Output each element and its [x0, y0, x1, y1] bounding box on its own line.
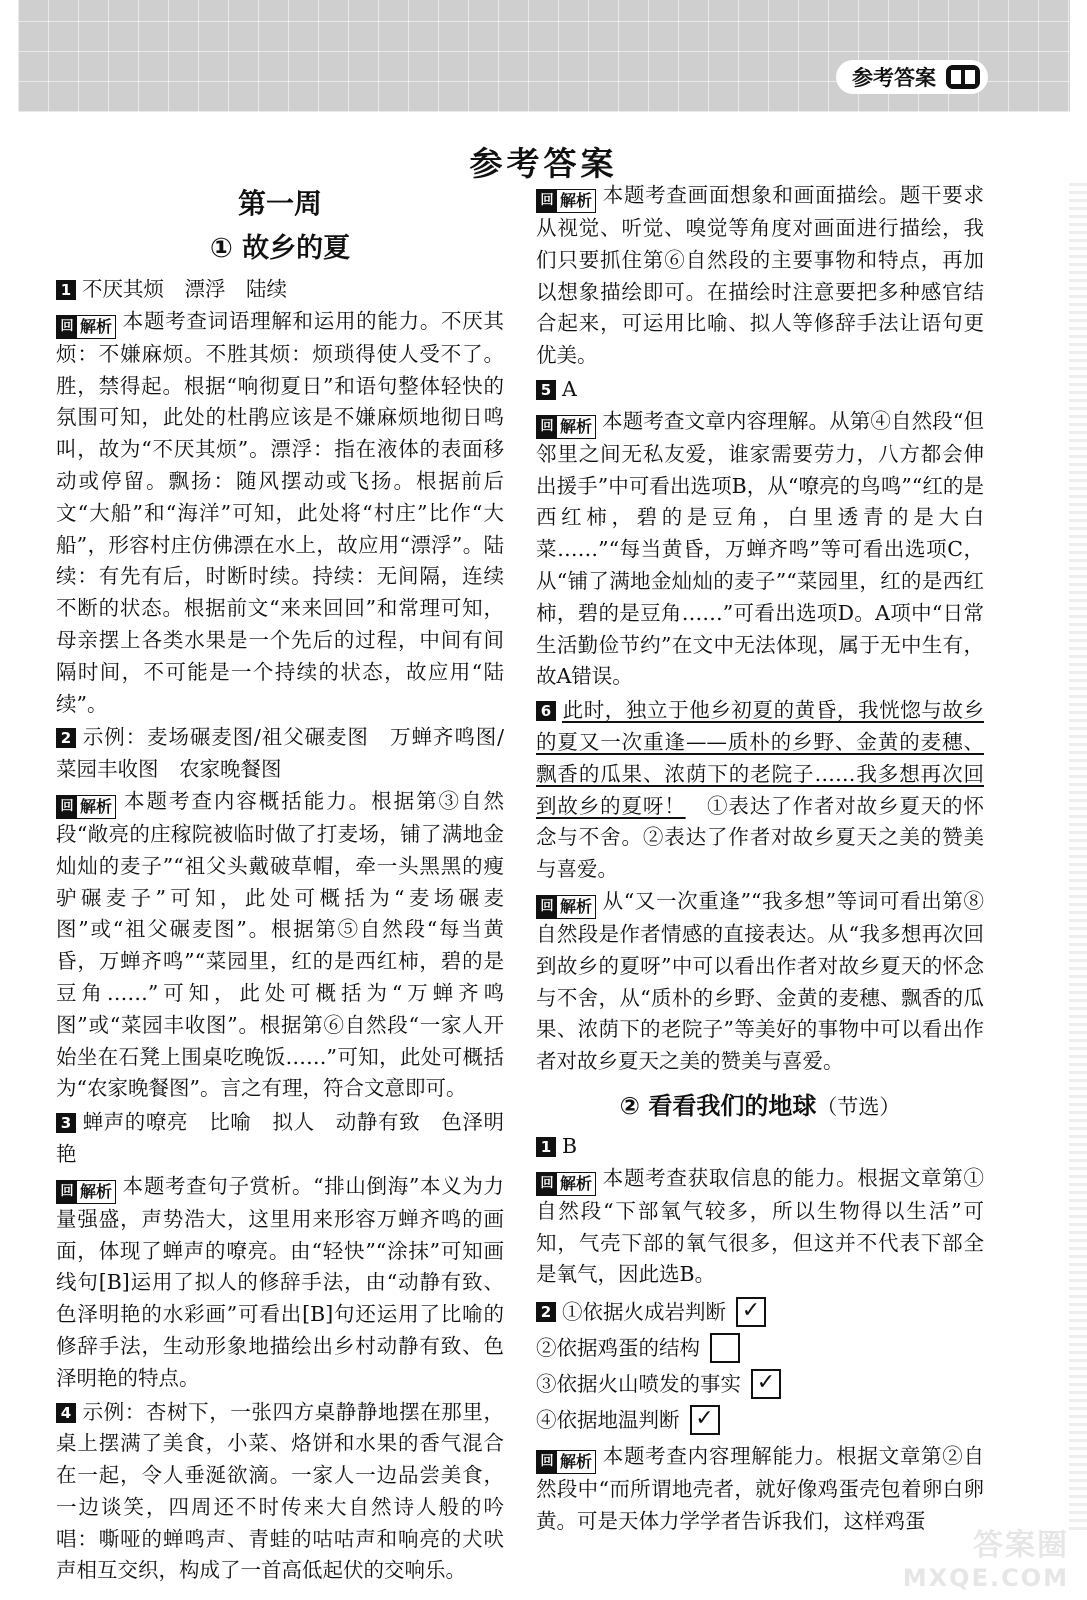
q2-analysis: 回 解析 本题考查内容概括能力。根据第③自然段“敞亮的庄稼院被临时做了打麦场，铺了满地金灿灿的麦子”“祖父头戴破草帽，牵一头黑黑的瘦驴碾麦子”可知，此处可概括为“麦场碾麦图”或“祖父碾麦图”。根据第⑤自然段“每当黄昏，万蝉齐鸣”“菜园里，红的是西红柿，碧的是豆角……”可知，此处可概括为“万蝉齐鸣图”或“菜园丰收图”。根据第⑥自然段“一家人开始坐在石凳上围桌吃晚饭……”可知，此处可概括为“农家晚餐图”。言之有理，符合文意即可。 [56, 788, 504, 1101]
l2-q2-item: ②依据鸡蛋的结构 [536, 1333, 984, 1363]
q1-analysis: 回 解析 本题考查词语理解和运用的能力。不厌其烦：不嫌麻烦。不胜其烦：烦琐得使人受不了。胜，禁得起。根据“响彻夏日”和语句整体轻快的氛围可知，此处的杜鹃应该是不嫌麻烦地彻日鸣叫，故为“不厌其烦”。漂浮：指在液体的表面移动或停留。飘扬：随风摆动或飞扬。根据前后文“大船”和“海洋”可知，此处将“村庄”比作“大船”，形容村庄仿佛漂在水上，故应用“漂浮”。陆续：有先有后，时断时续。持续：无间隔，连续不断的状态。根据前文“来来回回”和常理可知，母亲摆上各类水果是一个先后的过程，中间有间隔时间，不可能是一个持续的状态，故应用“陆续”。 [56, 308, 504, 716]
q5-analysis: 回 解析 本题考查文章内容理解。从第④自然段“但邻里之间无私友爱，谁家需要劳力，八方都会伸出援手”中可看出选项B，从“嘹亮的鸟鸣”“红的是西红柿，碧的是豆角，白里透青的是大白菜……”“每当黄昏，万蝉齐鸣”等可看出选项C，从“铺了满地金灿灿的麦子”“菜园里，红的是西红柿，碧的是豆角……”可看出选项D。A项中“日常生活勤俭节约”在文中无法体现，属于无中生有，故A错误。 [536, 408, 984, 689]
q6-number: 6 [536, 701, 556, 721]
q3-number: 3 [56, 1113, 76, 1133]
q2-answer: 2 示例：麦场碾麦图/祖父碾麦图 万蝉齐鸣图/菜园丰收图 农家晚餐图 [56, 725, 504, 782]
l2-q2-item: ④依据地温判断 ✓ [536, 1405, 984, 1435]
analysis-tag: 回 解析 [536, 415, 596, 439]
header-tab [836, 60, 988, 94]
l2-q2-item: 2 ①依据火成岩判断 ✓ [536, 1297, 984, 1327]
analysis-tag: 回 解析 [536, 189, 596, 213]
analysis-icon: 回 [537, 416, 557, 438]
checkbox: ✓ [736, 1297, 766, 1327]
l2-q2-number: 2 [536, 1302, 556, 1322]
q1-number: 1 [56, 280, 76, 300]
q4-analysis: 回 解析 本题考查画面想象和画面描绘。题干要求从视觉、听觉、嗅觉等角度对画面进行描绘，我们只要抓住第⑥自然段的主要事物和特点，再加以想象描绘即可。在描绘时注意要把多种感官结合起来，可运用比喻、拟人等修辞手法让语句更优美。 [536, 183, 984, 368]
l2-q1-number: 1 [536, 1137, 556, 1157]
analysis-tag: 回 解析 [536, 895, 596, 919]
q6-answer: 6 此时，独立于他乡初夏的黄昏，我恍惚与故乡的夏又一次重逢——质朴的乡野、金黄的麦穗、飘香的瓜果、浓荫下的老院子……我多想再次回到故乡的夏呀！ ①表达了作者对故乡夏天的怀念与不舍。②表达了作者对故乡夏天之美的赞美与喜爱。 [536, 698, 984, 882]
q5-number: 5 [536, 380, 556, 400]
checkbox: ✓ [751, 1369, 781, 1399]
q6-analysis: 回 解析 从“又一次重逢”“我多想”等词可看出第⑧自然段是作者情感的直接表达。从“我多想再次回到故乡的夏呀”中可以看出作者对故乡夏天的怀念与不舍，从“质朴的乡野、金黄的麦穗、飘香的瓜果、浓荫下的老院子”等美好的事物中可以看出作者对故乡夏天之美的赞美与喜爱。 [536, 888, 984, 1074]
analysis-icon: 回 [537, 896, 557, 918]
l2-q2-item: ③依据火山喷发的事实 ✓ [536, 1369, 984, 1399]
header-tab-label: 参考答案 [852, 66, 936, 90]
lesson-2-title: ② 看看我们的地球（节选） [619, 1091, 901, 1120]
q1-answer: 1 不厌其烦 漂浮 陆续 [56, 274, 504, 306]
left-column [56, 180, 504, 1587]
book-icon [946, 65, 980, 89]
q6-underlined-sentence: 此时，独立于他乡初夏的黄昏，我恍惚与故乡的夏又一次重逢——质朴的乡野、金黄的麦穗、飘香的瓜果、浓荫下的老院子……我多想再次回到故乡的夏呀！ [536, 698, 984, 818]
analysis-icon: 回 [537, 1451, 557, 1473]
page-header [18, 0, 1070, 112]
l2-q1-analysis: 回 解析 本题考查获取信息的能力。根据文章第①自然段“下部氧气较多，所以生物得以生活”可知，气壳下部的氧气很多，但这并不代表下部全是氧气，因此选B。 [536, 1165, 984, 1287]
q3-answer: 3 蝉声的嘹亮 比喻 拟人 动静有致 色泽明艳 [56, 1110, 504, 1166]
checkbox: ✓ [690, 1405, 720, 1435]
q2-number: 2 [56, 728, 76, 748]
lesson-1-title: ① 故乡的夏 [209, 233, 351, 264]
l2-q2-analysis: 回 解析 本题考查内容理解能力。根据文章第②自然段中“而所谓地壳者，就好像鸡蛋壳包着卵白卵黄。可是天体力学学者告诉我们，这样鸡蛋 [536, 1444, 984, 1533]
week-heading: 第一周 [237, 187, 322, 220]
q3-analysis: 回 解析 本题考查句子赏析。“排山倒海”本义为力量强盛，声势浩大，这里用来形容万蝉齐鸣的画面，体现了蝉声的嘹亮。由“轻快”“涂抹”可知画线句[B]运用了拟人的修辞手法，由“动静有致、色泽明艳的水彩画”可看出[B]句还运用了比喻的修辞手法，生动形象地描绘出乡村动静有致、色泽明艳的特点。 [56, 1173, 504, 1390]
analysis-icon: 回 [537, 190, 557, 212]
l2-q1-answer: 1 B [536, 1131, 984, 1163]
watermark: 答案圈 MXQE.COM [902, 1528, 1069, 1592]
q4-number: 4 [56, 1403, 76, 1423]
q4-answer: 4 示例：杏树下，一张四方桌静静地摆在那里，桌上摆满了美食，小菜、烙饼和水果的香气混合在一起，令人垂涎欲滴。一家人一边品尝美食，一边谈笑，四周还不时传来大自然诗人般的吟唱：嘶哑的蝉鸣声、青蛙的咕咕声和响亮的犬吠声相互交织，构成了一首高低起伏的交响乐。 [56, 1399, 504, 1583]
analysis-tag: 回 解析 [56, 315, 116, 339]
analysis-tag: 回 解析 [536, 1450, 596, 1474]
analysis-tag: 回 解析 [56, 795, 116, 819]
analysis-icon: 回 [57, 796, 77, 818]
analysis-tag: 回 解析 [536, 1172, 596, 1196]
page-title: 参考答案 [469, 144, 618, 183]
page-edge [1069, 180, 1087, 1530]
right-column [536, 180, 984, 1538]
q5-answer: 5 A [536, 374, 984, 406]
analysis-icon: 回 [57, 1181, 77, 1203]
analysis-icon: 回 [537, 1173, 557, 1195]
analysis-tag: 回 解析 [56, 1180, 116, 1204]
analysis-icon: 回 [57, 316, 77, 338]
checkbox [710, 1333, 740, 1363]
